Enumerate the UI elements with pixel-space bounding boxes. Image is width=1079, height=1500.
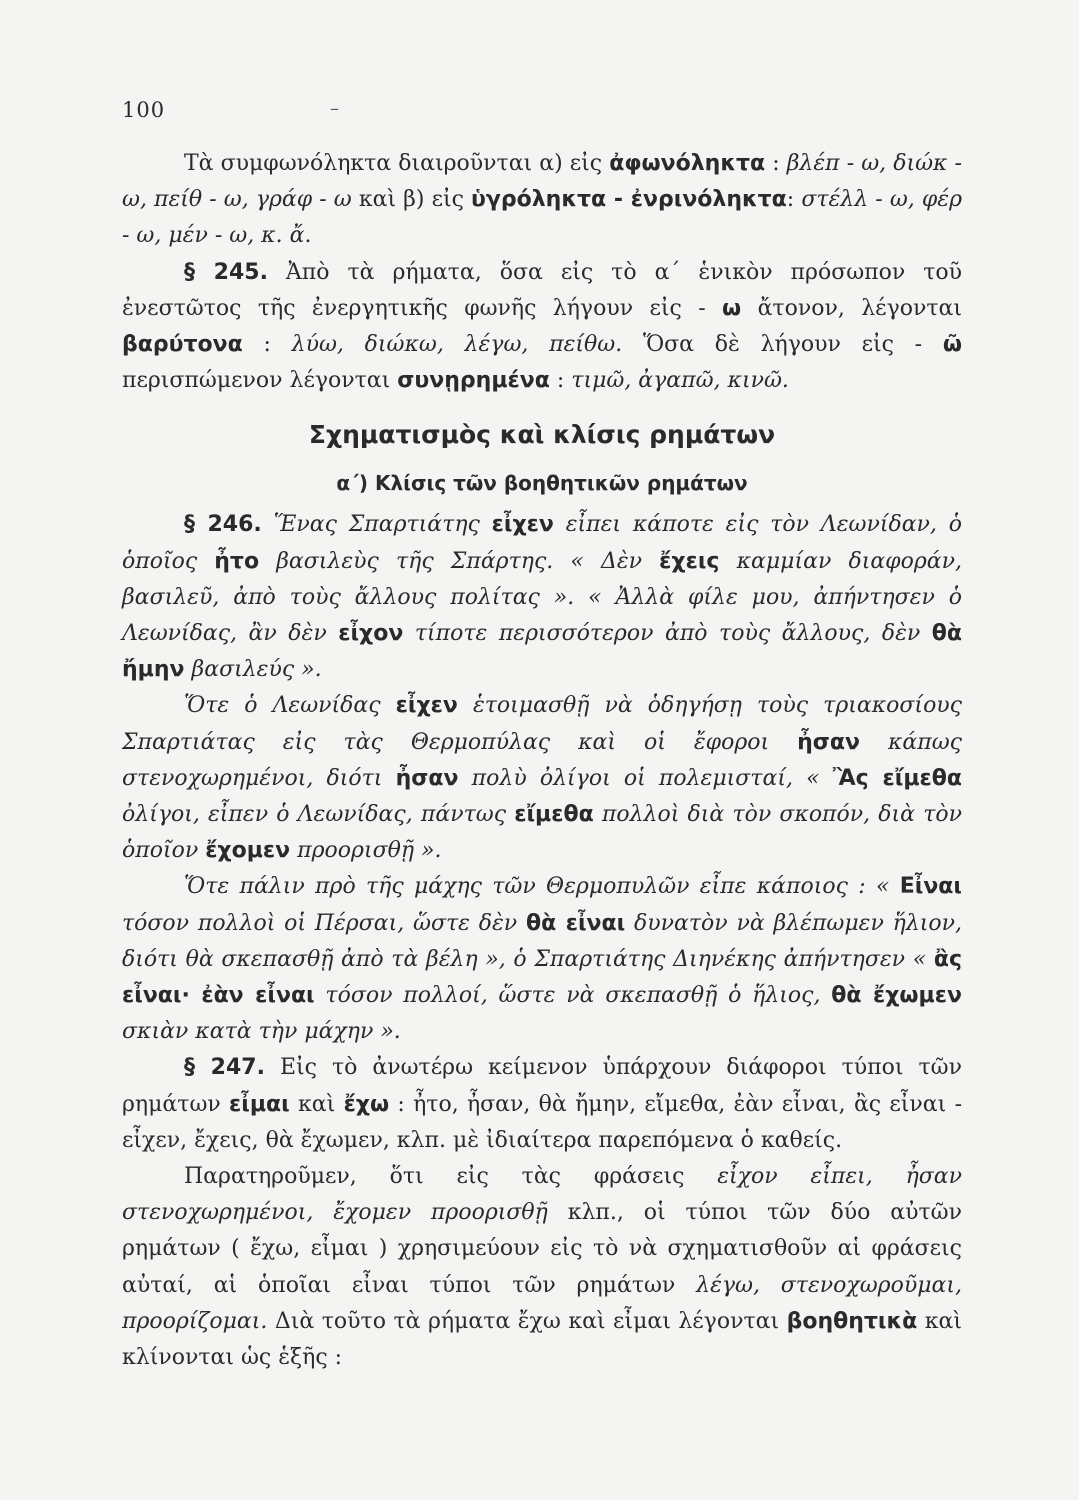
header-dash: – xyxy=(330,98,339,119)
paragraph-section-246: § 246. Ἕνας Σπαρτιάτης εἶχεν εἶπει κάποτε εἰς τὸν Λεωνίδαν, ὁ ὁποῖος ἦτο βασιλεὺς τῆς Σπάρτης. « Δὲν ἔχεις καμμίαν διαφοράν, βασιλεῦ, ἀπὸ τοὺς ἄλλους πολίτας ». « Ἀλλὰ φίλε μου, ἀπήντησεν ὁ Λεωνίδας, ἂν δὲν εἶχον τίποτε περισσότερον ἀπὸ τοὺς ἄλλους, δὲν θὰ ἤμην βασιλεύς ». xyxy=(122,512,963,683)
paragraph-consonant-stems: Τὰ συμφωνόληκτα διαιροῦνται α) εἰς ἀφωνόληκτα : βλέπ - ω, διώκ - ω, πείθ - ω, γράφ - ω καὶ β) εἰς ὑγρόληκτα - ἐνρινόληκτα: στέλλ - ω, φέρ - ω, μέν - ω, κ. ἄ. xyxy=(122,151,963,249)
page-number: 100 xyxy=(122,98,166,122)
paragraph-section-245: § 245. Ἀπὸ τὰ ρήματα, ὅσα εἰς τὸ α΄ ἑνικὸν πρόσωπον τοῦ ἐνεστῶτος τῆς ἐνεργητικῆς φωνῆς λήγουν εἰς - ω ἄτονον, λέγονται βαρύτονα : λύω, διώκω, λέγω, πείθω. Ὅσα δὲ λήγουν εἰς - ῶ περισπώμενον λέγονται συνῃρημένα : τιμῶ, ἀγαπῶ, κινῶ. xyxy=(122,259,962,394)
paragraph-dienekes: Ὅτε πάλιν πρὸ τῆς μάχης τῶν Θερμοπυλῶν εἶπε κάποιος : « Εἶναι τόσον πολλοὶ οἱ Πέρσαι, ὥστε δὲν θὰ εἶναι δυνατὸν νὰ βλέπωμεν ἥλιον, διότι θὰ σκεπασθῇ ἀπὸ τὰ βέλη », ὁ Σπαρτιάτης Διηνέκης ἀπήντησεν « ἂς εἶναι· ἐὰν εἶναι τόσον πολλοί, ὥστε νὰ σκεπασθῇ ὁ ἥλιος, θὰ ἔχωμεν σκιὰν κατὰ τὴν μάχην ». xyxy=(122,874,962,1045)
paragraph-auxiliary-verbs: Παρατηροῦμεν, ὅτι εἰς τὰς φράσεις εἶχον εἶπει, ἦσαν στενοχωρημένοι, ἔχομεν προορισθῇ κλπ., οἱ τύποι τῶν δύο αὐτῶν ρημάτων ( ἔχω, εἶμαι ) χρησιμεύουν εἰς τὸ νὰ σχηματισθοῦν αἱ φράσεις αὐταί, αἱ ὁποῖαι εἶναι τύποι τῶν ρημάτων λέγω, στενοχωροῦμαι, προορίζομαι. Διὰ τοῦτο τὰ ρήματα ἔχω καὶ εἶμαι λέγονται βοηθητικὰ καὶ κλίνονται ὡς ἑξῆς : xyxy=(122,1164,962,1371)
page-body xyxy=(122,146,962,1376)
paragraph-leonidas-thermopylae: Ὅτε ὁ Λεωνίδας εἶχεν ἑτοιμασθῇ νὰ ὁδηγήσῃ τοὺς τριακοσίους Σπαρτιάτας εἰς τὰς Θερμοπύλας καὶ οἱ ἔφοροι ἦσαν κάπως στενοχωρημένοι, διότι ἦσαν πολὺ ὀλίγοι οἱ πολεμισταί, « Ἂς εἴμεθα ὀλίγοι, εἶπεν ὁ Λεωνίδας, πάντως εἴμεθα πολλοὶ διὰ τὸν σκοπόν, διὰ τὸν ὁποῖον ἔχομεν προορισθῇ ». xyxy=(122,693,963,864)
paragraph-section-247: § 247. Εἰς τὸ ἀνωτέρω κείμενον ὑπάρχουν διάφοροι τύποι τῶν ρημάτων εἶμαι καὶ ἔχω : ἦτο, ἦσαν, θὰ ἤμην, εἴμεθα, ἐὰν εἶναι, ἂς εἶναι - εἶχεν, ἔχεις, θὰ ἔχωμεν, κλπ. μὲ ἰδιαίτερα παρεπόμενα ὁ καθείς. xyxy=(122,1055,963,1153)
section-heading: Σχηματισμὸς καὶ κλίσις ρημάτων xyxy=(308,420,776,450)
section-subheading: α΄) Κλίσις τῶν βοηθητικῶν ρημάτων xyxy=(336,471,748,496)
